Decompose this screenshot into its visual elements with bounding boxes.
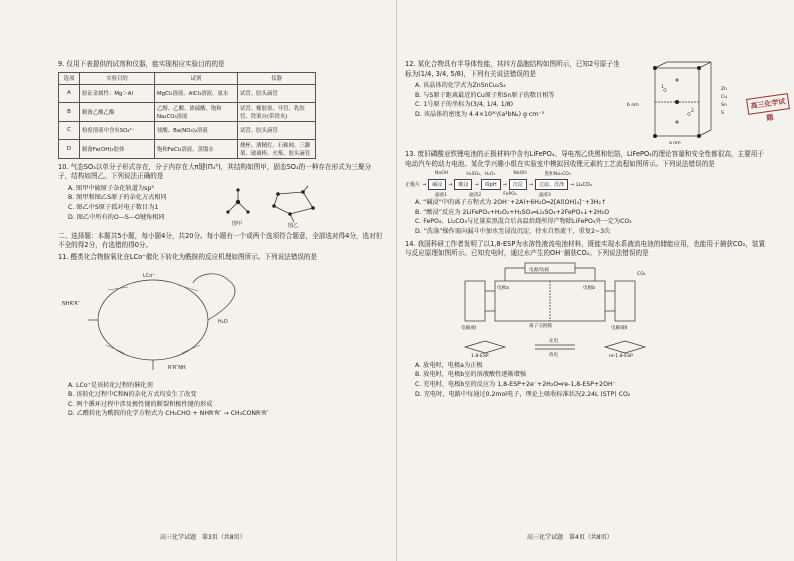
cell-label-b: b nm [627, 103, 639, 108]
q10-option-b: B. 图甲和图乙S原子的杂化方式相同 [68, 194, 167, 202]
atom-label-1: 1 [661, 85, 664, 90]
flow-battery-figure [405, 261, 705, 357]
q14-option-b: B. 放电时，电极b室的溶液酸性逐渐增强 [415, 371, 527, 379]
left-footer: 高三化学试题 第3页（共8页） [160, 534, 246, 541]
flow-start: 正极片 [405, 182, 421, 189]
flow-output-fepo4: FePO₄ [503, 192, 517, 198]
q11-option-a: A. LCo⁺是该转化过程的催化剂 [68, 381, 153, 389]
legend-s: S [721, 111, 724, 116]
q11-stem: 11. 醛类化合物胺氧化在LCo⁺催化下转化为酰胺的反应机理如图所示。下列说法错误的是 [58, 252, 318, 261]
q11-option-c: C. 两个循环过程中涉及极性键的断裂和极性键的形成 [68, 400, 213, 408]
q14-option-a: A. 放电时，电极a为正极 [415, 361, 483, 369]
q10-option-a: A. 图甲中硫原子杂化轨道为sp³ [68, 184, 154, 192]
legend-zn: Zn [721, 87, 728, 92]
fig-label-jia: 图甲 [232, 220, 243, 227]
flow-step-ph: 调pH [481, 179, 501, 190]
section-2-heading: 二、选择题：本题共5小题，每小题4分，共20分。每小题有一个或两个选项符合题意，全部选对得4分，选对但不全的得2分，有选错的得0分。 [58, 231, 383, 250]
flow-step-filter: 过滤、洗涤 [535, 179, 568, 190]
q9-header-option: 选项 [59, 72, 80, 84]
q14-stem: 14. 我国科研工作者发明了以1,8-ESP为水溶性液流电池材料，既能实现水系液流电池的储能应用，也能用于捕获CO₂，装置与反应原理如图所示。已知充电时，通过水产生的OH⁻捕获CO₂。下列说法错误的是 [405, 239, 766, 258]
q12-option-d: D. 该晶体的密度为 4.4×10³⁰/(a²bNₐ) g·cm⁻³ [415, 110, 545, 118]
flow-reagent-naoh: NaOH [435, 171, 449, 177]
battery-label-electrode-b: 电极b [583, 285, 596, 291]
q12-stem: 12. 某化合物具有半导体性能，其四方晶胞结构如图所示，已知2号原子坐标为(1/4, 3/4, 5/8)，下列有关说法错误的是 [405, 60, 620, 78]
flow-step-acid: 酸浸 [454, 179, 472, 190]
legend-cu: Cu [721, 95, 728, 100]
right-page [397, 0, 794, 561]
table-row: B 制备乙酸乙酯 乙醇、乙酸、浓硫酸、饱和Na₂CO₃溶液 试管、橡胶塞、导管、乳胶管、铁架台(带铁夹) [59, 102, 316, 121]
q9-table-header [59, 72, 316, 84]
q10-option-d: D. 图乙中所有的O—S—O键角相同 [68, 213, 165, 221]
molecule-label-esp: 1,8-ESP [471, 353, 489, 357]
flow-output-filtrate-3: 滤液3 [538, 193, 551, 199]
cycle-label-water: H₂O [218, 318, 228, 325]
q14-option-c: C. 充电时，电极b室的反应为 1,8-ESP+2e⁻+2H₂O═re-1,8-ESP+2OH⁻ [415, 380, 616, 388]
q13-stem: 13. 废旧磷酸亚铁锂电池的正极材料中含有LiFePO₄、导电剂乙炔黑和铝箔，LiFePO₄的理论容量和安全性都很高，主要用于电动汽车的动力电池。某化学兴趣小组在实验室中模拟回收锂元素的工艺流程如图所示。下列说法错误的是 [405, 150, 764, 168]
table-row: A 验证金属性：Mg＞Al MgCl₂溶液、AlCl₃溶液、氨水 试管、胶头滴管 [59, 84, 316, 102]
legend-sn: Sn [721, 103, 727, 108]
q13-option-c: C. FePO₄、Li₂CO₃与足量炭黑混合后高温焙烧所得产物除LiFePO₄外一定为CO₂ [415, 218, 632, 226]
unit-cell-figure [625, 60, 755, 146]
table-row: D 制备Fe(OH)₃胶体 饱和FeCl₃溶液、蒸馏水 烧杯、酒精灯、石棉网、三脚架、玻璃棒、火柴、胶头滴管 [59, 139, 316, 158]
flow-reagent-naoh-2: NaOH [513, 171, 527, 177]
q10-stem: 10. 气态SO₃以单分子形式存在，分子内存在大π键(Π₄⁶)，其结构如图甲，固态SO₃的一种存在形式为三聚分子，结构如图乙。下列说法正确的是 [58, 162, 372, 181]
molecule-label-re-esp: re-1,8-ESP [609, 353, 633, 357]
battery-label-electrolyte-2: 电解液II [611, 325, 628, 331]
flow-reagents [405, 171, 766, 177]
battery-label-membrane: 离子交换膜 [529, 323, 552, 329]
fig-label-yi: 图乙 [288, 222, 299, 228]
battery-label-electrode-a: 电极a [497, 285, 510, 291]
right-footer: 高三化学试题 第4页（共8页） [527, 534, 613, 541]
q9-header-instrument: 仪器 [238, 72, 316, 84]
battery-label-electrolyte-1: 电解液I [461, 325, 477, 331]
cycle-label-catalyst: LCo⁺ [143, 272, 155, 279]
exam-stamp: 高三化学试题 [746, 93, 790, 115]
flow-output-residue-2: 滤渣2 [469, 193, 482, 199]
q12-option-b: B. 与S原子距离最近的Cu原子和Sn原子的数目相等 [415, 91, 555, 99]
process-flow: 正极片 → 碱浸 → 酸浸 → 调pH → 沉淀 → 过滤、洗涤 → Li₂CO₃ [405, 179, 766, 190]
arrow-label-discharge: 放电 [549, 352, 559, 357]
atom-label-2: 2 [691, 109, 694, 114]
cell-label-a: a nm [669, 141, 681, 146]
flow-step-alkali: 碱浸 [428, 179, 446, 190]
battery-label-co2: CO₂ [637, 271, 646, 277]
cycle-label-amine-2: R'R″NH [168, 364, 186, 371]
q11-option-b: B. 该转化过程中C和N的杂化方式均发生了改变 [68, 391, 197, 399]
so3-structure-figure [208, 184, 328, 228]
q12-option-a: A. 该晶体的化学式为ZnSnCu₂S₄ [415, 82, 506, 90]
flow-reagent-carbonate: 饱和Na₂CO₃ [544, 172, 571, 178]
table-row: C 检验溶液中含有SO₄²⁻ 盐酸、Ba(NO₃)₂溶液 试管、胶头滴管 [59, 121, 316, 139]
q9-table [58, 72, 316, 159]
q13-option-d: D. “洗涤”操作需向漏斗中加水至浸没沉淀，待水自然流干，重复2~3次 [415, 227, 611, 235]
q13-option-b: B. “酸浸”反应为 2LiFePO₄+H₂O₂+H₂SO₄═Li₂SO₄+2FePO₄↓+2H₂O [415, 208, 610, 216]
flow-output-filtrate-1: 滤液1 [435, 193, 448, 199]
catalytic-cycle-figure [58, 265, 288, 377]
battery-label-power: 电源/负载 [529, 267, 549, 273]
q14-option-d: D. 充电时，电路中每通过0.2mol电子，理论上吸收标准状况2.24L (STP) CO₂ [415, 390, 631, 398]
q13-option-a: A. “碱浸”中的离子方程式为 2OH⁻+2Al+6H₂O═2[Al(OH)₄]⁻+3H₂↑ [415, 199, 607, 207]
arrow-label-charge: 充电 [549, 338, 559, 344]
q10-option-c: C. 图乙中S原子孤对电子数目为1 [68, 203, 159, 211]
flow-step-precip: 沉淀 [509, 179, 527, 190]
q9-header-goal: 实验目的 [80, 72, 155, 84]
q9-header-reagent: 试剂 [155, 72, 238, 84]
q9-stem: 9. 仅用下表提供的试剂和仪器，能实现相应实验目的的是 [58, 60, 225, 68]
flow-product: Li₂CO₃ [576, 181, 592, 188]
q11-option-d: D. 乙醛转化为酰胺的化学方程式为 CH₃CHO + NHR'R″ → CH₃CONR'R″ [68, 410, 269, 418]
flow-reagent-acid: H₂SO₄、H₂O₂ [466, 172, 496, 178]
q12-option-c: C. 1号原子的坐标为(3/4, 1/4, 1/8) [415, 101, 514, 109]
cycle-label-amine: NHR'R″ [62, 300, 80, 307]
